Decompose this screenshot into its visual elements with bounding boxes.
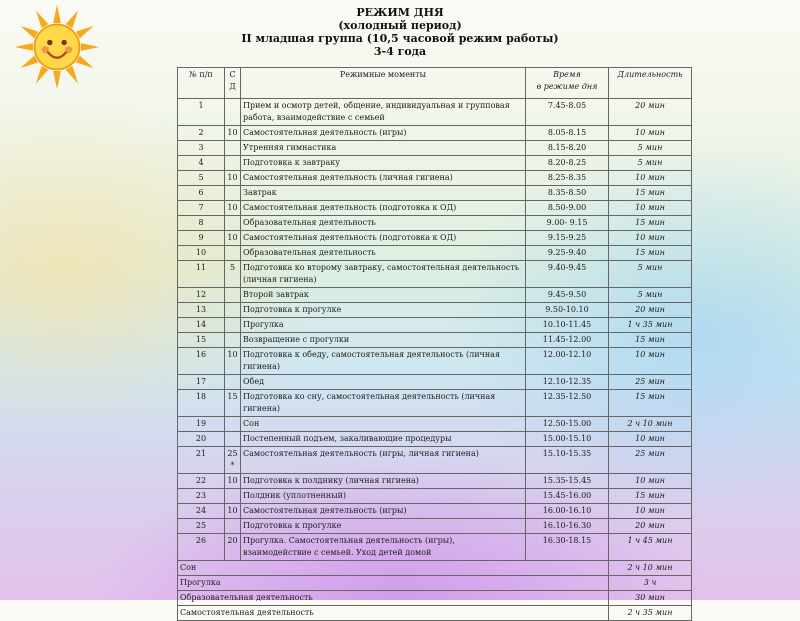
- cell-activity: Самостоятельная деятельность (подготовка к ОД): [241, 231, 526, 246]
- cell-sd: [225, 186, 241, 201]
- cell-time: 12.35-12.50: [526, 390, 609, 417]
- cell-time: 16.30-18.15: [526, 534, 609, 561]
- cell-time: 12.50-15.00: [526, 417, 609, 432]
- table-header-row: [178, 68, 692, 99]
- cell-sd: [225, 333, 241, 348]
- cell-num: 5: [178, 171, 225, 186]
- cell-time: 12.00-12.10: [526, 348, 609, 375]
- cell-duration: 5 мин: [609, 156, 692, 171]
- cell-duration: 20 мин: [609, 519, 692, 534]
- cell-num: 14: [178, 318, 225, 333]
- header-activity: Режимные моменты: [241, 68, 526, 99]
- cell-num: 3: [178, 141, 225, 156]
- cell-sd: 10: [225, 171, 241, 186]
- table-row: [178, 417, 692, 432]
- cell-sd: 10: [225, 348, 241, 375]
- cell-time: 8.15-8.20: [526, 141, 609, 156]
- cell-time: 9.25-9.40: [526, 246, 609, 261]
- cell-num: 12: [178, 288, 225, 303]
- cell-activity: Подготовка к прогулке: [241, 303, 526, 318]
- cell-sd: 10: [225, 474, 241, 489]
- header-time-line2: в режиме дня: [536, 82, 598, 91]
- table-row: [178, 231, 692, 246]
- cell-sd: [225, 216, 241, 231]
- cell-duration: 10 мин: [609, 474, 692, 489]
- sun-ray: [53, 71, 61, 89]
- sun-ray: [66, 66, 79, 84]
- cell-time: 7.45-8.05: [526, 99, 609, 126]
- table-row: [178, 348, 692, 375]
- sun-ray: [76, 26, 94, 39]
- cell-activity: Завтрак: [241, 186, 526, 201]
- cell-time: 8.35-8.50: [526, 186, 609, 201]
- cell-activity: Возвращение с прогулки: [241, 333, 526, 348]
- cell-activity: Прогулка. Самостоятельная деятельность (игры), взаимодействие с семьей. Уход детей домой: [241, 534, 526, 561]
- cell-num: 19: [178, 417, 225, 432]
- cell-time: 9.15-9.25: [526, 231, 609, 246]
- cell-sd: 10: [225, 126, 241, 141]
- cell-duration: 10 мин: [609, 201, 692, 216]
- table-row: [178, 504, 692, 519]
- schedule-table: [177, 67, 692, 621]
- cell-num: 25: [178, 519, 225, 534]
- cell-sd: [225, 375, 241, 390]
- summary-value: 2 ч 35 мин: [609, 606, 692, 621]
- summary-row: [178, 591, 692, 606]
- summary-value: 3 ч: [609, 576, 692, 591]
- table-row: [178, 141, 692, 156]
- table-row: [178, 261, 692, 288]
- cell-duration: 15 мин: [609, 186, 692, 201]
- cell-sd: [225, 432, 241, 447]
- cell-activity: Самостоятельная деятельность (игры, личная гигиена): [241, 447, 526, 474]
- cell-num: 2: [178, 126, 225, 141]
- table-row: [178, 390, 692, 417]
- table-row: [178, 432, 692, 447]
- cell-activity: Самостоятельная деятельность (подготовка к ОД): [241, 201, 526, 216]
- sun-ray: [36, 66, 49, 84]
- cell-num: 13: [178, 303, 225, 318]
- cell-time: 15.00-15.10: [526, 432, 609, 447]
- cell-num: 6: [178, 186, 225, 201]
- cell-activity: Утренняя гимнастика: [241, 141, 526, 156]
- table-row: [178, 447, 692, 474]
- cell-num: 18: [178, 390, 225, 417]
- cell-num: 11: [178, 261, 225, 288]
- cell-time: 12.10-12.35: [526, 375, 609, 390]
- cell-sd: [225, 318, 241, 333]
- cell-activity: Образовательная деятельность: [241, 216, 526, 231]
- cell-duration: 15 мин: [609, 333, 692, 348]
- cell-num: 21: [178, 447, 225, 474]
- cell-time: 9.40-9.45: [526, 261, 609, 288]
- cell-sd: 10: [225, 201, 241, 216]
- sun-ray: [15, 43, 33, 51]
- cell-time: 15.35-15.45: [526, 474, 609, 489]
- cell-duration: 10 мин: [609, 504, 692, 519]
- cell-activity: Самостоятельная деятельность (игры): [241, 504, 526, 519]
- table-row: [178, 288, 692, 303]
- title-line-2: (холодный период): [338, 19, 462, 32]
- cell-num: 10: [178, 246, 225, 261]
- table-row: [178, 171, 692, 186]
- table-row: [178, 246, 692, 261]
- cell-num: 7: [178, 201, 225, 216]
- cell-time: 15.45-16.00: [526, 489, 609, 504]
- cell-time: 8.20-8.25: [526, 156, 609, 171]
- cell-sd: 25 *: [225, 447, 241, 474]
- cell-time: 16.10-16.30: [526, 519, 609, 534]
- cell-sd: 5: [225, 261, 241, 288]
- cell-duration: 1 ч 45 мин: [609, 534, 692, 561]
- cell-activity: Постепенный подъем, закаливающие процедуры: [241, 432, 526, 447]
- header-duration: Длительность: [609, 68, 692, 99]
- cell-num: 26: [178, 534, 225, 561]
- title-line-1: РЕЖИМ ДНЯ: [356, 6, 444, 19]
- cell-time: 9.00- 9.15: [526, 216, 609, 231]
- cell-duration: 10 мин: [609, 171, 692, 186]
- table-row: [178, 519, 692, 534]
- cell-time: 10.10-11.45: [526, 318, 609, 333]
- cell-duration: 15 мин: [609, 489, 692, 504]
- header-sd: С Д: [225, 68, 241, 99]
- cell-num: 1: [178, 99, 225, 126]
- cell-activity: Обед: [241, 375, 526, 390]
- table-row: [178, 333, 692, 348]
- sun-ray: [53, 5, 61, 23]
- cell-sd: 10: [225, 504, 241, 519]
- cell-sd: [225, 288, 241, 303]
- cell-activity: Образовательная деятельность: [241, 246, 526, 261]
- summary-row: [178, 606, 692, 621]
- sun-ray: [20, 26, 38, 39]
- cell-num: 17: [178, 375, 225, 390]
- cell-num: 8: [178, 216, 225, 231]
- cell-time: 15.10-15.35: [526, 447, 609, 474]
- sun-ray: [81, 43, 99, 51]
- cell-num: 23: [178, 489, 225, 504]
- cell-sd: [225, 141, 241, 156]
- cell-activity: Полдник (уплотненный): [241, 489, 526, 504]
- cell-num: 22: [178, 474, 225, 489]
- cell-duration: 20 мин: [609, 303, 692, 318]
- cell-sd: 20: [225, 534, 241, 561]
- cell-time: 11.45-12.00: [526, 333, 609, 348]
- cell-duration: 5 мин: [609, 288, 692, 303]
- summary-label: Самостоятельная деятельность: [178, 606, 609, 621]
- smiling-sun-icon: [12, 2, 102, 92]
- cell-sd: 15: [225, 390, 241, 417]
- cell-activity: Прогулка: [241, 318, 526, 333]
- cell-sd: [225, 156, 241, 171]
- cell-activity: Подготовка к полднику (личная гигиена): [241, 474, 526, 489]
- table-row: [178, 156, 692, 171]
- cell-duration: 15 мин: [609, 216, 692, 231]
- summary-row: [178, 576, 692, 591]
- table-row: [178, 375, 692, 390]
- cell-duration: 20 мин: [609, 99, 692, 126]
- cell-duration: 5 мин: [609, 261, 692, 288]
- cell-sd: [225, 99, 241, 126]
- table-row: [178, 303, 692, 318]
- header-time: [526, 68, 609, 99]
- cell-num: 9: [178, 231, 225, 246]
- sun-ray: [20, 56, 38, 69]
- cell-time: 9.50-10.10: [526, 303, 609, 318]
- cell-num: 4: [178, 156, 225, 171]
- cell-activity: Подготовка к прогулке: [241, 519, 526, 534]
- summary-value: 30 мин: [609, 591, 692, 606]
- sun-ray: [76, 56, 94, 69]
- cell-num: 15: [178, 333, 225, 348]
- table-row: [178, 186, 692, 201]
- cell-time: 8.25-8.35: [526, 171, 609, 186]
- header-time-line1: Время: [553, 70, 581, 79]
- cell-sd: [225, 417, 241, 432]
- summary-value: 2 ч 10 мин: [609, 561, 692, 576]
- cell-sd: [225, 246, 241, 261]
- summary-label: Сон: [178, 561, 609, 576]
- title-line-4: 3-4 года: [373, 45, 427, 58]
- cell-sd: [225, 489, 241, 504]
- table-row: [178, 126, 692, 141]
- title-line-3: II младшая группа (10,5 часовой режим работы): [241, 32, 559, 45]
- cell-activity: Самостоятельная деятельность (игры): [241, 126, 526, 141]
- cell-time: 16.00-16.10: [526, 504, 609, 519]
- summary-row: [178, 561, 692, 576]
- summary-label: Образовательная деятельность: [178, 591, 609, 606]
- summary-label: Прогулка: [178, 576, 609, 591]
- table-row: [178, 216, 692, 231]
- cell-duration: 10 мин: [609, 126, 692, 141]
- cell-sd: 10: [225, 231, 241, 246]
- cell-duration: 10 мин: [609, 348, 692, 375]
- cell-num: 16: [178, 348, 225, 375]
- table-row: [178, 489, 692, 504]
- cell-num: 20: [178, 432, 225, 447]
- cell-duration: 25 мин: [609, 375, 692, 390]
- table-row: [178, 201, 692, 216]
- cell-time: 8.05-8.15: [526, 126, 609, 141]
- cell-activity: Подготовка к обеду, самостоятельная деятельность (личная гигиена): [241, 348, 526, 375]
- cell-activity: Сон: [241, 417, 526, 432]
- cell-sd: [225, 303, 241, 318]
- header-num: № п/п: [178, 68, 225, 99]
- cell-num: 24: [178, 504, 225, 519]
- table-row: [178, 474, 692, 489]
- cell-time: 9.45-9.50: [526, 288, 609, 303]
- cell-duration: 2 ч 10 мин: [609, 417, 692, 432]
- sun-ray: [66, 10, 79, 28]
- cell-activity: Самостоятельная деятельность (личная гигиена): [241, 171, 526, 186]
- cell-activity: Подготовка к завтраку: [241, 156, 526, 171]
- cell-duration: 10 мин: [609, 432, 692, 447]
- cell-duration: 5 мин: [609, 141, 692, 156]
- table-row: [178, 534, 692, 561]
- cell-duration: 25 мин: [609, 447, 692, 474]
- cell-duration: 1 ч 35 мин: [609, 318, 692, 333]
- cell-duration: 15 мин: [609, 246, 692, 261]
- cell-sd: [225, 519, 241, 534]
- cell-duration: 10 мин: [609, 231, 692, 246]
- cell-time: 8.50-9.00: [526, 201, 609, 216]
- cell-activity: Подготовка ко второму завтраку, самостоятельная деятельность (личная гигиена): [241, 261, 526, 288]
- table-row: [178, 318, 692, 333]
- cell-activity: Подготовка ко сну, самостоятельная деятельность (личная гигиена): [241, 390, 526, 417]
- sun-ray: [36, 10, 49, 28]
- table-row: [178, 99, 692, 126]
- cell-activity: Второй завтрак: [241, 288, 526, 303]
- cell-activity: Прием и осмотр детей, общение, индивидуальная и групповая работа, взаимодействие с семьей: [241, 99, 526, 126]
- cell-duration: 15 мин: [609, 390, 692, 417]
- page-title: [170, 6, 630, 58]
